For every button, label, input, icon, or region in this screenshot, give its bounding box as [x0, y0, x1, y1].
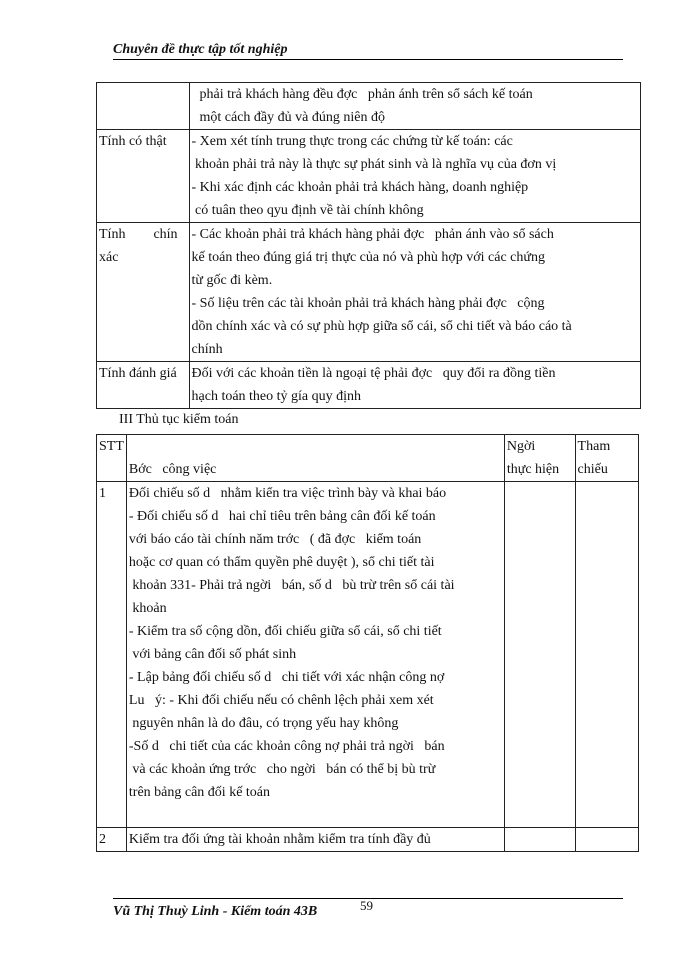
table-row	[97, 362, 641, 409]
header-work: Bớc công việc	[126, 435, 504, 482]
row-reference	[575, 828, 638, 852]
row-label	[97, 83, 190, 130]
row-label: Tính chín xác	[97, 223, 190, 362]
header-title: Chuyên đề thực tập tốt nghiệp	[113, 42, 288, 57]
row-content: phải trả khách hàng đều đợc phản ánh trên sổ sách kế toán một cách đầy đủ và đúng niên độ	[189, 83, 640, 130]
row-stt: 1	[97, 482, 127, 828]
table-row	[97, 130, 641, 223]
row-reference	[575, 482, 638, 828]
header-reference: Tham chiếu	[575, 435, 638, 482]
row-content: Đối với các khoản tiền là ngoại tệ phải đợc quy đổi ra đồng tiền hạch toán theo tỷ gía quy định	[189, 362, 640, 409]
table-row	[97, 828, 639, 852]
row-work: Kiểm tra đối ứng tài khoản nhằm kiểm tra tính đầy đủ	[126, 828, 504, 852]
table-row	[97, 482, 639, 828]
footer-author: Vũ Thị Thuỳ Linh - Kiểm toán 43B	[113, 904, 318, 919]
header-performer: Ngời thực hiện	[504, 435, 575, 482]
section-title: III Thủ tục kiểm toán	[119, 412, 239, 427]
objectives-table	[96, 82, 641, 409]
row-label: Tính đánh giá	[97, 362, 190, 409]
row-work: Đối chiếu số d nhằm kiển tra việc trình bày và khai báo - Đối chiếu số d hai chỉ tiêu trên bảng cân đối kế toán với báo cáo tài chính năm trớc ( đã đợc kiểm toán hoặc cơ quan có thẩm quyền phê duyệt ), sổ chi tiết tài khoản 331- Phải trả ngời bán, số d bù trừ trên sổ cái tài khoản - Kiểm tra số cộng dồn, đối chiếu giữa sổ cái, sổ chi tiết với bảng cân đối số phát sinh - Lập bảng đối chiếu số d chi tiết với xác nhận công nợ Lu ý: - Khi đối chiếu nếu có chênh lệch phải xem xét nguyên nhân là do đâu, có trọng yếu hay không -Số d chi tiết của các khoản công nợ phải trả ngời bán và các khoản ứng trớc cho ngời bán có thể bị bù trừ trên bảng cân đối kế toán	[126, 482, 504, 828]
header-stt: STT	[97, 435, 127, 482]
row-stt: 2	[97, 828, 127, 852]
table-row	[97, 83, 641, 130]
row-performer	[504, 828, 575, 852]
table-row	[97, 223, 641, 362]
page-header	[113, 42, 623, 60]
table-header-row	[97, 435, 639, 482]
page-number: 59	[360, 898, 373, 913]
row-performer	[504, 482, 575, 828]
row-label: Tính có thật	[97, 130, 190, 223]
row-content: - Các khoản phải trả khách hàng phải đợc phản ánh vào sổ sách kế toán theo đúng giá trị thực của nó và phù hợp với các chứng từ gốc đi kèm. - Số liệu trên các tài khoản phải trả khách hàng phải đợc cộng dồn chính xác và có sự phù hợp giữa sổ cái, sổ chi tiết và báo cáo tà chính	[189, 223, 640, 362]
row-content: - Xem xét tính trung thực trong các chứng từ kế toán: các khoản phải trả này là thực sự phát sinh và là nghĩa vụ của đơn vị - Khi xác định các khoản phải trả khách hàng, doanh nghiệp có tuân theo qyu định về tài chính không	[189, 130, 640, 223]
audit-procedures-table	[96, 434, 639, 852]
